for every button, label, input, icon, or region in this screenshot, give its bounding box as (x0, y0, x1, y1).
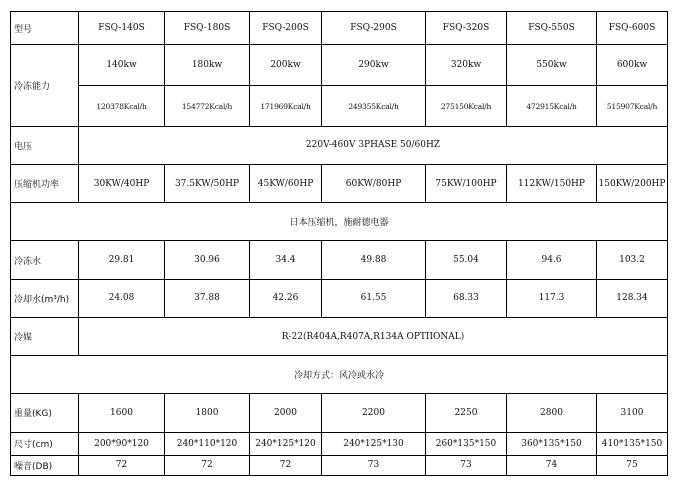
model-cell: FSQ-290S (322, 12, 426, 45)
model-cell: FSQ-140S (79, 12, 165, 45)
spec-table (10, 11, 668, 476)
capacity-kw-cell: 290kw (322, 45, 426, 86)
cooling-water-cell: 24.08 (79, 279, 165, 317)
size-cell: 360*135*150 (507, 432, 597, 455)
model-cell: FSQ-550S (507, 12, 597, 45)
compressor-power-cell: 37.5KW/50HP (165, 164, 250, 202)
weight-cell: 1800 (165, 394, 250, 432)
capacity-kcal-cell: 171969Kcal/h (250, 86, 322, 126)
capacity-kw-cell: 180kw (165, 45, 250, 86)
cooling-method-cell: 冷却方式：风冷或水冷 (11, 356, 668, 394)
model-cell: FSQ-200S (250, 12, 322, 45)
noise-cell: 75 (597, 455, 668, 475)
cooling-water-cell: 61.55 (322, 279, 426, 317)
chilled-water-cell: 30.96 (165, 241, 250, 279)
chilled-water-cell: 34.4 (250, 241, 322, 279)
weight-cell: 2250 (426, 394, 507, 432)
capacity-kw-cell: 320kw (426, 45, 507, 86)
size-cell: 410*135*150 (597, 432, 668, 455)
weight-cell: 2200 (322, 394, 426, 432)
cooling-water-cell: 37.88 (165, 279, 250, 317)
compressor-power-cell: 112KW/150HP (507, 164, 597, 202)
noise-cell: 72 (165, 455, 250, 475)
chilled-water-cell: 29.81 (79, 241, 165, 279)
compressor-note-cell: 日本压缩机，施耐德电器 (11, 203, 668, 241)
weight-row (11, 394, 668, 432)
weight-cell: 2800 (507, 394, 597, 432)
capacity-kcal-row (11, 86, 668, 126)
row-label: 尺寸(cm) (11, 432, 79, 455)
noise-cell: 73 (426, 455, 507, 475)
row-label: 型号 (11, 12, 79, 45)
row-label: 冷冻能力 (11, 45, 79, 127)
capacity-kcal-cell: 472915Kcal/h (507, 86, 597, 126)
capacity-kw-cell: 200kw (250, 45, 322, 86)
capacity-kw-cell: 140kw (79, 45, 165, 86)
size-cell: 240*110*120 (165, 432, 250, 455)
size-cell: 260*135*150 (426, 432, 507, 455)
row-label: 压缩机功率 (11, 164, 79, 202)
chilled-water-cell: 94.6 (507, 241, 597, 279)
chilled-water-cell: 103.2 (597, 241, 668, 279)
row-label: 电压 (11, 126, 79, 164)
refrigerant-cell: R-22(R404A,R407A,R134A OPTIIONAL) (79, 317, 668, 355)
row-label: 冷冻水 (11, 241, 79, 279)
voltage-row (11, 126, 668, 164)
size-cell: 200*90*120 (79, 432, 165, 455)
compressor-power-cell: 30KW/40HP (79, 164, 165, 202)
row-label: 冷媒 (11, 317, 79, 355)
refrigerant-row (11, 317, 668, 355)
cooling-water-cell: 117.3 (507, 279, 597, 317)
size-cell: 240*125*130 (322, 432, 426, 455)
capacity-kcal-cell: 275150Kcal/h (426, 86, 507, 126)
row-label: 噪音(DB) (11, 455, 79, 475)
weight-cell: 3100 (597, 394, 668, 432)
compressor-power-cell: 75KW/100HP (426, 164, 507, 202)
cooling-water-cell: 68.33 (426, 279, 507, 317)
model-cell: FSQ-320S (426, 12, 507, 45)
cooling-water-cell: 42.26 (250, 279, 322, 317)
row-label: 重量(KG) (11, 394, 79, 432)
model-cell: FSQ-600S (597, 12, 668, 45)
weight-cell: 1600 (79, 394, 165, 432)
model-cell: FSQ-180S (165, 12, 250, 45)
capacity-kw-cell: 550kw (507, 45, 597, 86)
cooling-water-row (11, 279, 668, 317)
capacity-kcal-cell: 515907Kcal/h (597, 86, 668, 126)
chilled-water-cell: 49.88 (322, 241, 426, 279)
noise-cell: 72 (250, 455, 322, 475)
noise-cell: 74 (507, 455, 597, 475)
compressor-power-row (11, 164, 668, 202)
size-row (11, 432, 668, 455)
capacity-kw-row (11, 45, 668, 86)
noise-row (11, 455, 668, 475)
chilled-water-row (11, 241, 668, 279)
capacity-kcal-cell: 249355Kcal/h (322, 86, 426, 126)
capacity-kcal-cell: 120378Kcal/h (79, 86, 165, 126)
noise-cell: 73 (322, 455, 426, 475)
capacity-kcal-cell: 154772Kcal/h (165, 86, 250, 126)
compressor-power-cell: 150KW/200HP (597, 164, 668, 202)
noise-cell: 72 (79, 455, 165, 475)
size-cell: 240*125*120 (250, 432, 322, 455)
compressor-power-cell: 60KW/80HP (322, 164, 426, 202)
compressor-note-row (11, 203, 668, 241)
chilled-water-cell: 55.04 (426, 241, 507, 279)
cooling-method-row (11, 356, 668, 394)
cooling-water-cell: 128.34 (597, 279, 668, 317)
model-row (11, 12, 668, 45)
voltage-cell: 220V-460V 3PHASE 50/60HZ (79, 126, 668, 164)
weight-cell: 2000 (250, 394, 322, 432)
row-label: 冷却水(m³/h) (11, 279, 79, 317)
compressor-power-cell: 45KW/60HP (250, 164, 322, 202)
capacity-kw-cell: 600kw (597, 45, 668, 86)
